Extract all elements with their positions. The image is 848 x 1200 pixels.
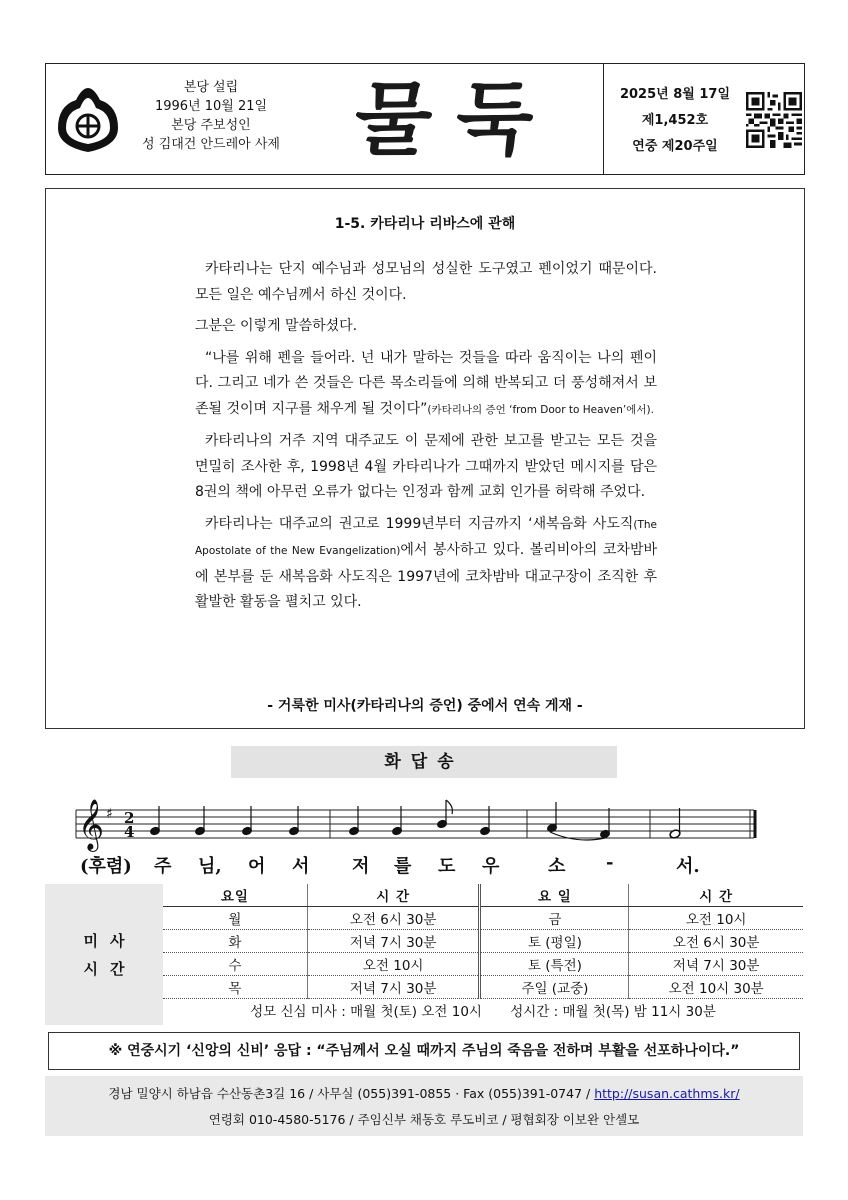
article-body [195,257,657,622]
table-row [163,953,803,976]
day-cell: 수 [163,953,307,976]
article-paragraph-3 [195,346,657,424]
special-mass-note [163,999,803,1025]
parish-emblem-icon [52,84,124,156]
parish-contact-footer [45,1076,803,1136]
est-line-1: 본당 설립 [183,80,239,95]
table-header-row [163,884,803,907]
lyric-refrain: (후렴) [80,856,132,877]
time-cell: 오전 10시 30분 [629,976,803,999]
treble-clef-icon: 𝄞 [78,799,105,850]
lyric-syllable: 님, [198,856,222,877]
day-cell: 토 (특전) [480,953,629,976]
day-cell: 월 [163,907,307,930]
lyric-syllable: 도 [438,856,456,877]
liturgical-week: 연중 제20주일 [632,139,718,154]
article-title: 1-5. 카타리나 리바스에 관해 [334,216,516,232]
time-cell: 오전 6시 30분 [307,907,480,930]
bulletin-masthead: 물둑 [349,72,563,166]
mystery-of-faith-response: ※ 연중시기 ‘신앙의 신비’ 응답 : “주님께서 오실 때까지 주님의 죽음을 전하며 부활을 선포하나이다.” [48,1032,800,1070]
responsorial-psalm-title: 화답송 [231,746,617,778]
col-header-day: 요일 [163,884,307,907]
article-box [45,188,805,729]
mass-label-bottom: 시간 [83,959,137,978]
parish-address: 경남 밀양시 하남읍 수산동촌3길 16 / 사무실 (055)391-0855 · Fax (055)391-0747 / [108,1086,595,1101]
article-source: - 거룩한 미사(카타리나의 증언) 중에서 연속 게재 - [267,698,583,714]
quote-citation: (카타리나의 증언 ‘from Door to Heaven’에서). [427,403,654,416]
est-line-2: 1996년 10월 21일 [154,99,268,114]
table-row [163,930,803,953]
issue-date: 2025년 8월 17일 [619,87,731,102]
col-header-day-2: 요 일 [480,884,629,907]
time-cell: 저녁 7시 30분 [629,953,803,976]
day-cell: 목 [163,976,307,999]
table-row [163,907,803,930]
p5-english-name: (The Apostolate of the New Evangelization) [195,518,657,557]
time-signature [124,809,134,841]
qr-code-icon[interactable] [746,92,802,148]
p5-text-a: 카타리나는 대주교의 권고로 1999년부터 지금까지 ‘새복음화 사도직 [205,515,634,532]
article-paragraph-2: 그분은 이렇게 말씀하셨다. [195,318,358,334]
p5-text-b: 에서 봉사하고 있다. 볼리비아의 코차밤바에 본부를 둔 새복음화 사도직은 1997년에 코차밤바 대교구장이 조직한 후 활발한 활동을 펼치고 있다. [195,542,657,610]
time-cell: 오전 10시 [629,907,803,930]
issue-info-box [603,64,806,174]
col-header-time-2: 시 간 [629,884,803,907]
lyric-syllable: 를 [394,856,412,877]
time-cell: 저녁 7시 30분 [307,976,480,999]
hymn-lyrics [70,852,770,878]
mass-label-top: 미사 [83,931,137,950]
time-cell: 오전 6시 30분 [629,930,803,953]
article-paragraph-1: 카타리나는 단지 예수님과 성모님의 성실한 도구였고 펜이었기 때문이다. 모든 일은 예수님께서 하신 것이다. [195,261,657,303]
bulletin-header [45,63,805,175]
music-staff [62,792,772,852]
footer-line-1 [45,1081,803,1107]
day-cell: 주일 (교중) [480,976,629,999]
lyric-syllable: 어 [248,856,266,877]
time-cell: 오전 10시 [307,953,480,976]
note-marian-mass: 성모 신심 미사 : 매월 첫(토) 오전 10시 [250,1004,482,1020]
parish-establishment-info [126,78,296,154]
mass-schedule-table [163,884,803,999]
footer-line-2: 연령회 010-4580-5176 / 주임신부 채동호 루도비코 / 평협회장 이보완 안셀모 [208,1112,640,1127]
lyric-syllable: 주 [154,856,172,877]
article-paragraph-4: 카타리나의 거주 지역 대주교도 이 문제에 관한 보고를 받고는 모든 것을 면밀히 조사한 후, 1998년 4월 카타리나가 그때까지 받았던 메시지를 담은 8권의 책에 아무런 오류가 없다는 인정과 함께 교회 인가를 허락해 주었다. [195,433,657,500]
est-line-4: 성 김대건 안드레아 사제 [142,137,280,152]
parish-website-link[interactable]: http://susan.cathms.kr/ [594,1086,740,1101]
col-header-time: 시 간 [307,884,480,907]
issue-number: 제1,452호 [641,113,709,128]
lyric-syllable: 저 [352,856,370,877]
time-cell: 저녁 7시 30분 [307,930,480,953]
est-line-3: 본당 주보성인 [171,118,251,133]
table-row [163,976,803,999]
mass-schedule-label [45,884,163,1025]
day-cell: 금 [480,907,629,930]
lyric-syllable: 서 [292,856,310,877]
sharp-icon: ♯ [106,806,113,822]
notes [150,800,681,840]
lyric-syllable: 서. [676,856,700,877]
issue-text [608,82,742,160]
note-holy-hour: 성시간 : 매월 첫(목) 밤 11시 30분 [510,1004,716,1020]
svg-text:2: 2 [124,809,135,827]
lyric-syllable: 우 [482,856,500,877]
article-paragraph-5 [195,512,657,616]
quote-text: “나를 위해 펜을 들어라. 넌 내가 말하는 것들을 따라 움직이는 나의 펜이다. 그리고 네가 쓴 것들은 다른 목소리들에 의해 반복되고 더 풍성해져서 보존될 것이며 지구를 채우게 될 것이다” [195,349,657,417]
mass-schedule [45,884,803,1025]
svg-text:4: 4 [124,823,135,841]
lyric-dash: - [606,852,614,873]
lyric-syllable: 소 [548,856,566,877]
day-cell: 토 (평일) [480,930,629,953]
day-cell: 화 [163,930,307,953]
